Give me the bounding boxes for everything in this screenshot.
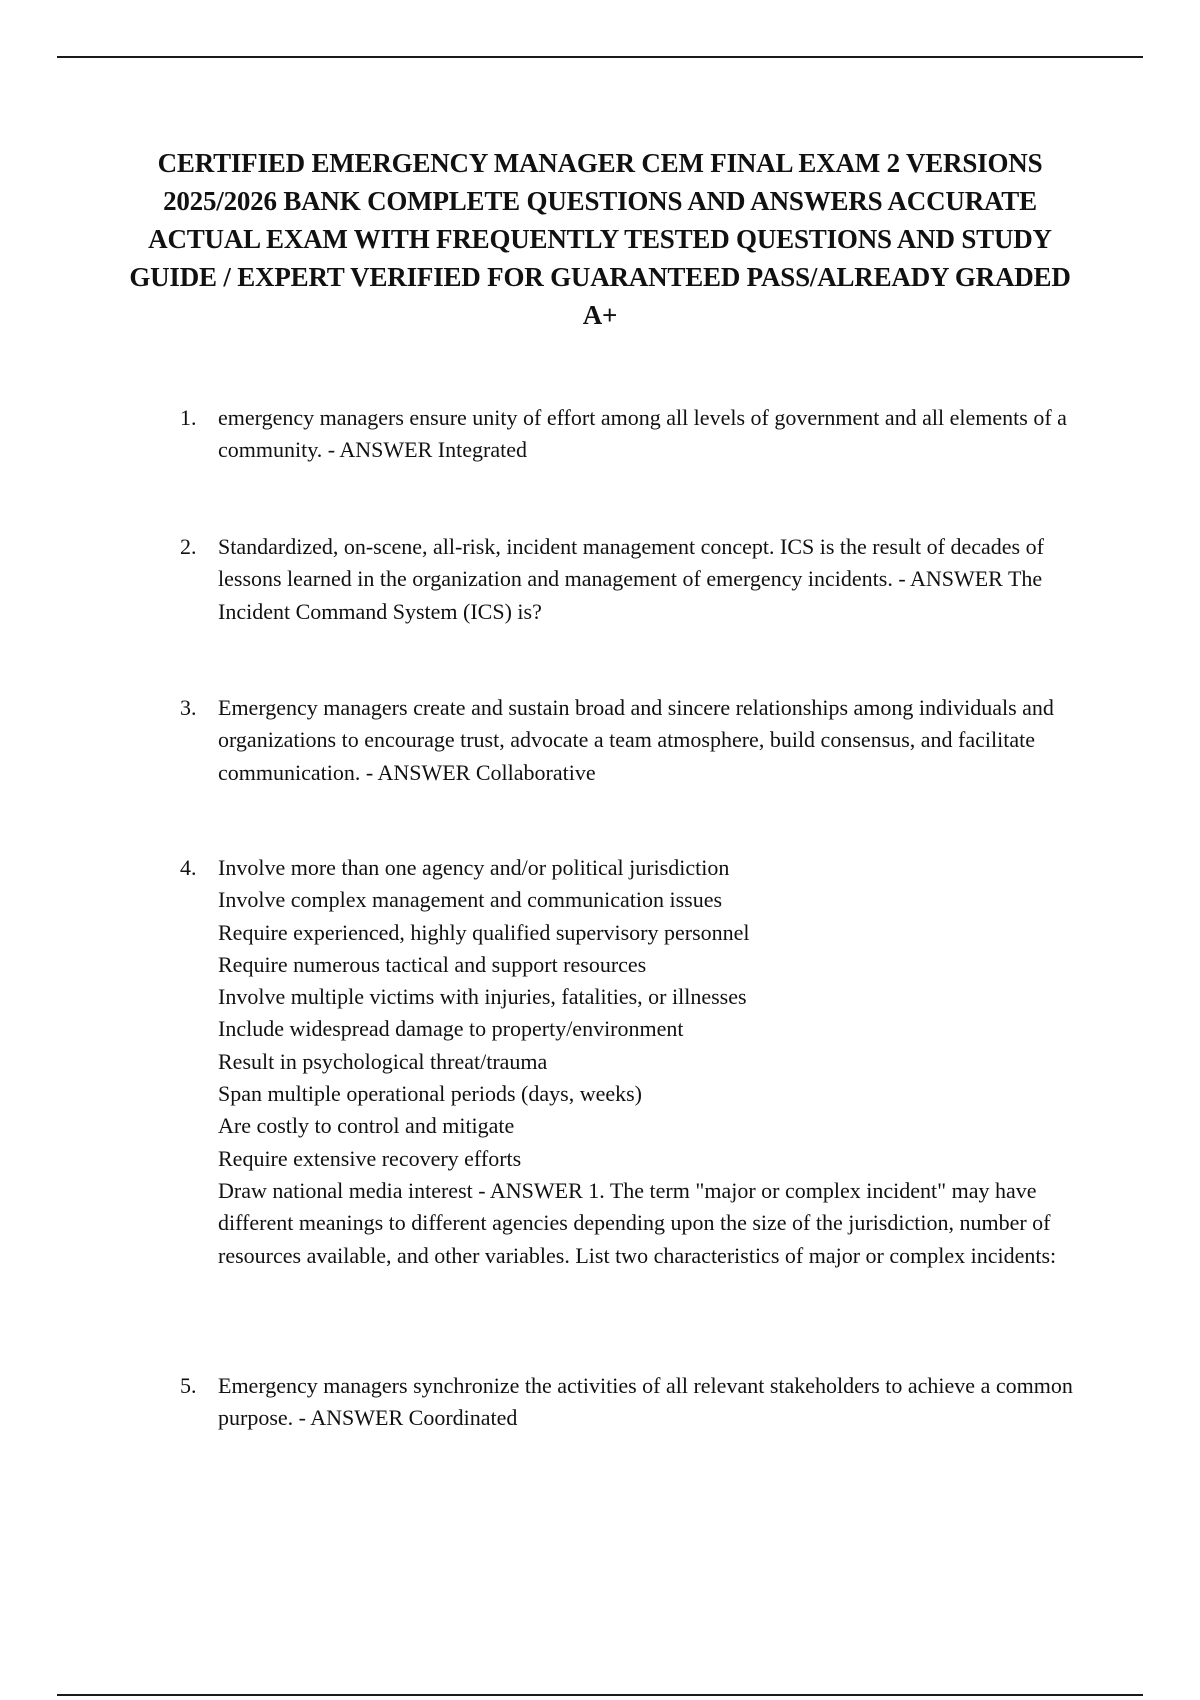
top-rule: [57, 56, 1143, 58]
question-text: Emergency managers synchronize the activities of all relevant stakeholders to achieve a common purpose. - ANSWER Coordinated: [218, 1373, 1073, 1431]
question-number: 2.: [180, 534, 197, 559]
question-number: 3.: [180, 695, 197, 720]
question-number: 1.: [180, 405, 197, 430]
question-text: emergency managers ensure unity of effort among all levels of government and all elements of a community. - ANSWER Integrated: [218, 405, 1067, 463]
question-text: Standardized, on-scene, all-risk, incident management concept. ICS is the result of decades of lessons learned in the organization and management of emergency incidents. - ANSWER The Incident Command System (ICS) is?: [218, 534, 1044, 624]
question-text: Emergency managers create and sustain broad and sincere relationships among individuals and organizations to encourage trust, advocate a team atmosphere, build consensus, and facilitate communication. - ANSWER Collaborative: [218, 695, 1054, 785]
question-number: 4.: [180, 855, 197, 880]
question-number: 5.: [180, 1373, 197, 1398]
question-text: Involve more than one agency and/or political jurisdiction Involve complex management and communication issues Require experienced, highly qualified supervisory personnel Require numerous tactical and support resources Involve multiple victims with injuries, fatalities, or illnesses Include widespread damage to property/environment Result in psychological threat/trauma Span multiple operational periods (days, weeks) Are costly to control and mitigate Require extensive recovery efforts Draw national media interest - ANSWER 1. The term "major or complex incident" may have different meanings to different agencies depending upon the size of the jurisdiction, number of resources available, and other variables. List two characteristics of major or complex incidents:: [218, 855, 1057, 1268]
bottom-rule: [57, 1694, 1143, 1696]
document-title: CERTIFIED EMERGENCY MANAGER CEM FINAL EXAM 2 VERSIONS 2025/2026 BANK COMPLETE QUESTIONS AND ANSWERS ACCURATE ACTUAL EXAM WITH FREQUENTLY TESTED QUESTIONS AND STUDY GUIDE / EXPERT VERIFIED FOR GUARANTEED PASS/ALREADY GRADED A+: [129, 148, 1071, 330]
